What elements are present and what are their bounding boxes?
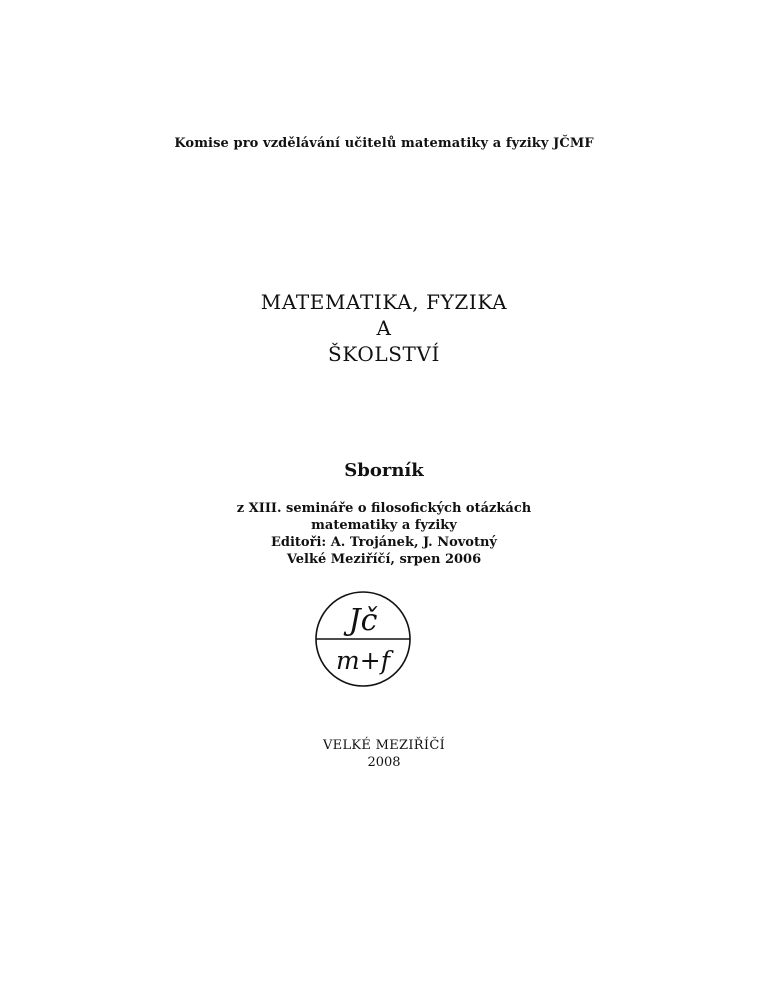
proceedings-heading: Sborník xyxy=(344,460,424,481)
jcmf-logo xyxy=(314,590,412,688)
title-line-1: MATEMATIKA, FYZIKA xyxy=(260,290,508,314)
logo-bottom-text: m+f xyxy=(336,646,390,675)
committee-name: Komise pro vzdělávání učitelů matematiky a fyziky JČMF xyxy=(174,136,594,151)
seminar-place-date: Velké Meziříčí, srpen 2006 xyxy=(286,552,482,567)
editors-line: Editoři: A. Trojánek, J. Novotný xyxy=(270,535,497,550)
seminar-description-line-1: z XIII. semináře o filosofických otázkách xyxy=(236,501,532,516)
seminar-description-line-2: matematiky a fyziky xyxy=(311,518,457,533)
jcmf-logo-graphic xyxy=(314,590,412,688)
title-line-2: A xyxy=(376,316,392,340)
publication-year: 2008 xyxy=(367,755,401,770)
publication-place: VELKÉ MEZIŘÍČÍ xyxy=(322,738,446,753)
logo-top-text: Jč xyxy=(348,603,378,638)
title-line-3: ŠKOLSTVÍ xyxy=(328,342,440,366)
